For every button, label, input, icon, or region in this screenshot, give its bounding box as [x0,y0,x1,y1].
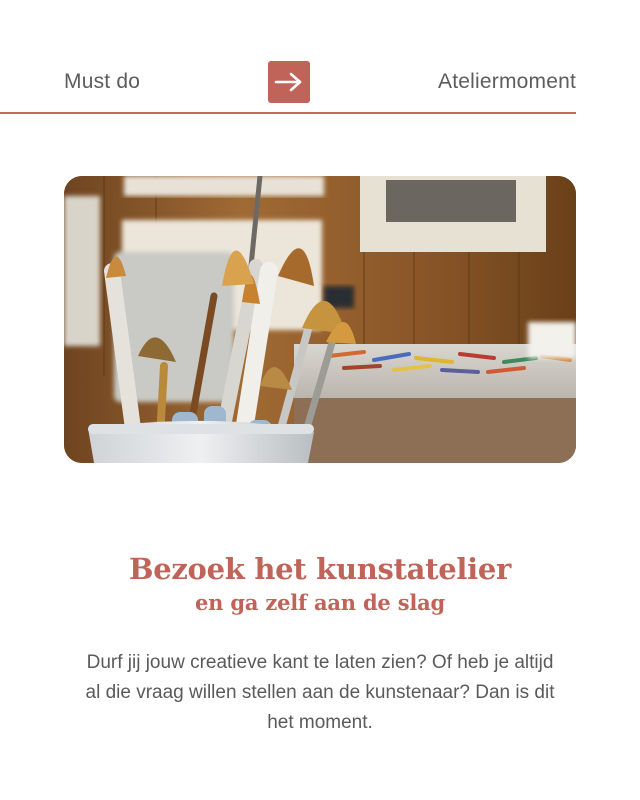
studio-illustration [64,176,576,463]
next-arrow-button[interactable] [268,61,310,103]
body-paragraph: Durf jij jouw creatieve kant te laten zien? Of heb je altijd al die vraag willen stellen aan de kunstenaar? Dan is dit het moment. [85,652,555,733]
nav-next-label[interactable]: Ateliermoment [438,70,576,93]
page-title: Bezoek het kunstatelier [129,552,511,586]
hero-image-art-studio-brushes [64,176,576,463]
nav-divider [0,112,576,114]
nav-previous-label[interactable]: Must do [64,70,141,93]
navigation-row [64,60,576,104]
page-subtitle: en ga zelf aan de slag [195,590,445,615]
arrow-right-icon [274,71,304,93]
